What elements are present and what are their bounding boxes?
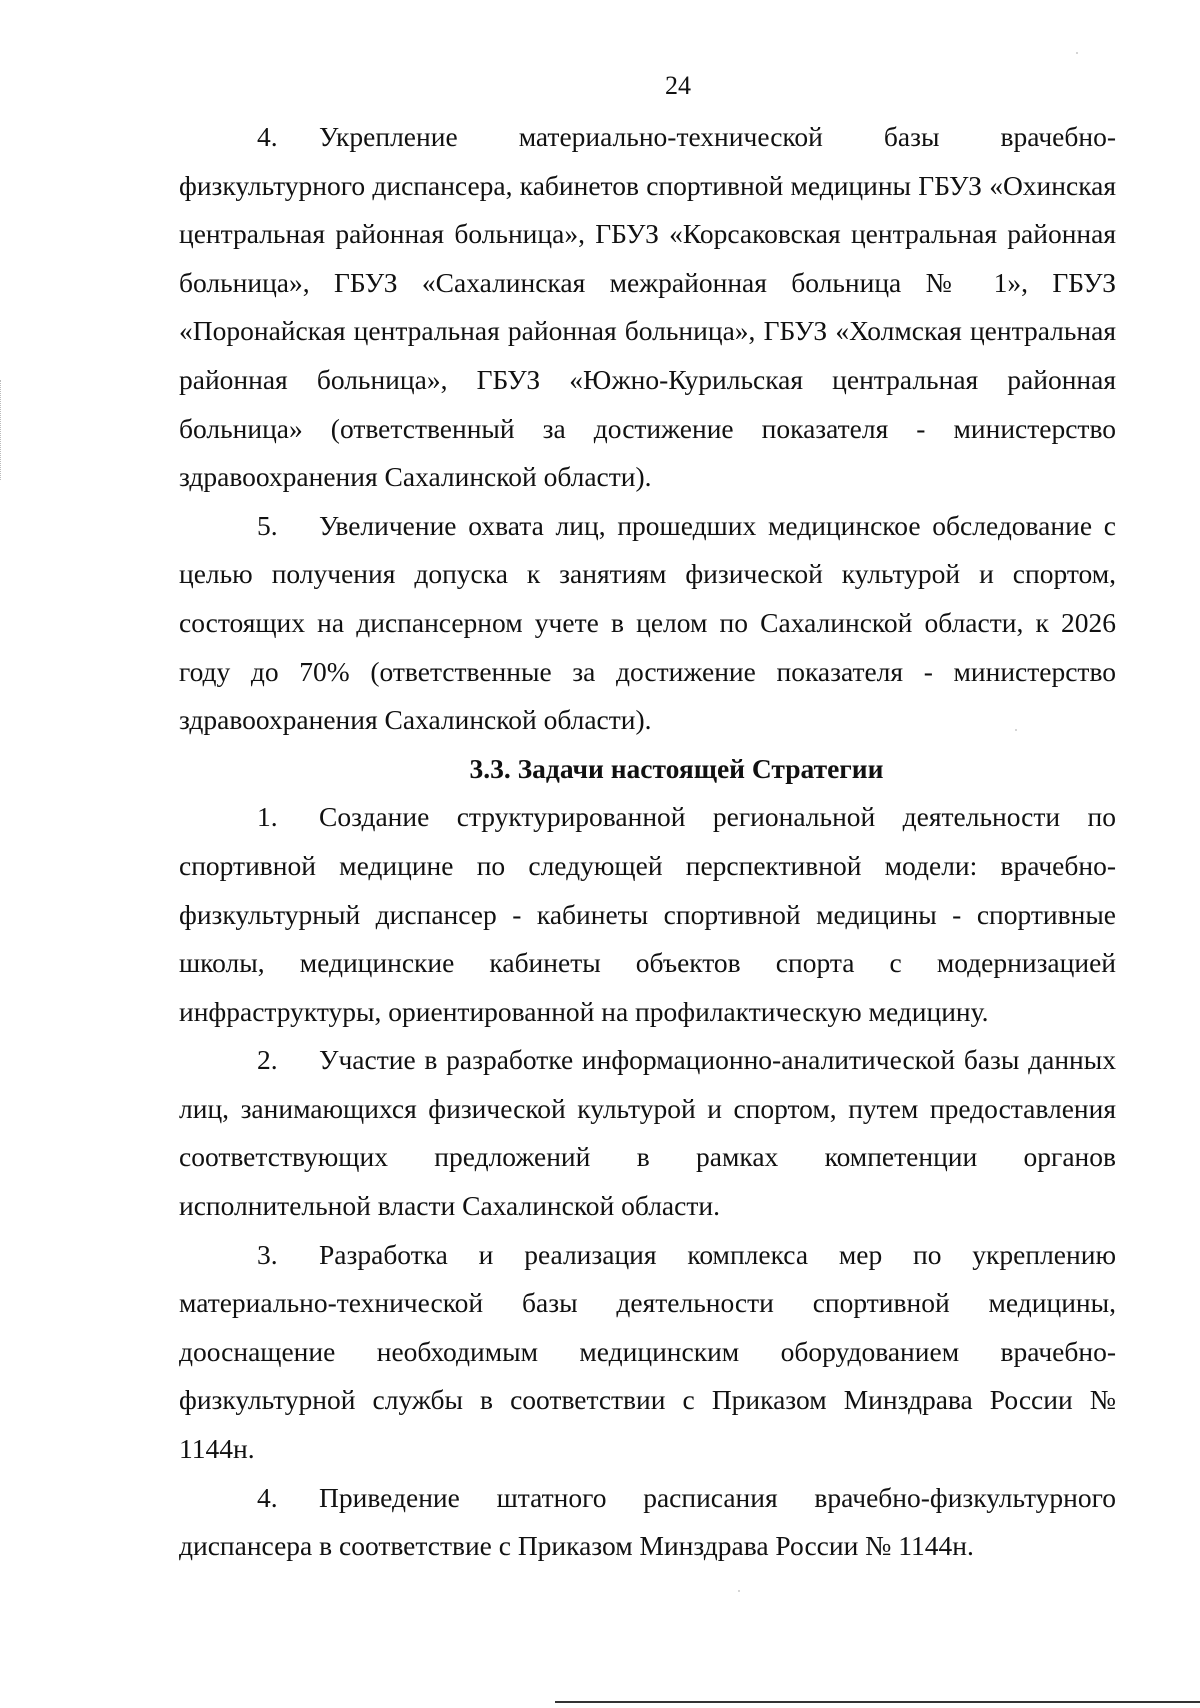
task-text: Создание структурированной региональной деятельности по спортивной медицине по следующей перспективной модели: врачебно-физкультурный диспансер - кабинеты спортивной медицины - спортивные школы, медицинские кабинеты объектов спорта с модернизацией инфраструктуры, ориентированной на профилактическую медицину. [179, 801, 1116, 1027]
item-number: 5. [257, 509, 278, 541]
task-text: Разработка и реализация комплекса мер по укреплению материально-технической базы деятельности спортивной медицины, дооснащение необходимым медицинским оборудованием врачебно-физкультурной службы в соответствии с Приказом Минздрава России № 1144н. [179, 1238, 1116, 1465]
task-item [179, 1231, 1116, 1474]
task-text: Приведение штатного расписания врачебно-физкультурного диспансера в соответствие с Приказом Минздрава России № 1144н. [179, 1481, 1116, 1562]
scan-speck [1015, 729, 1017, 731]
item-text: Укрепление материально-технической базы врачебно-физкультурного диспансера, кабинетов спортивной медицины ГБУЗ «Охинская центральная районная больница», ГБУЗ «Корсаковская центральная районная больница», ГБУЗ «Сахалинская межрайонная больница № 1», ГБУЗ «Поронайская центральная районная больница», ГБУЗ «Холмская центральная районная больница», ГБУЗ «Южно-Курильская центральная районная больница» (ответственный за достижение показателя - министерство здравоохранения Сахалинской области). [179, 121, 1116, 493]
item-number: 4. [257, 121, 278, 152]
section-heading: 3.3. Задачи настоящей Стратегии [469, 752, 884, 784]
task-number: 1. [257, 801, 278, 833]
item-text: Увеличение охвата лиц, прошедших медицинское обследование с целью получения допуска к занятиям физической культурой и спортом, состоящих на диспансерном учете в целом по Сахалинской области, к 2026 году до 70% (ответственные за достижение показателя - министерство здравоохранения Сахалинской области). [179, 509, 1116, 736]
document-body [179, 113, 1116, 1571]
task-text: Участие в разработке информационно-аналитической базы данных лиц, занимающихся физической культурой и спортом, путем предоставления соответствующих предложений в рамках компетенции органов исполнительной власти Сахалинской области. [179, 1044, 1116, 1222]
scan-margin-marks [0, 380, 4, 480]
scan-speck [738, 1590, 740, 1592]
list-item [179, 502, 1116, 745]
bottom-rule [555, 1701, 1200, 1703]
scan-speck [1076, 52, 1078, 54]
task-item [179, 1036, 1116, 1230]
page-number: 24 [665, 71, 691, 100]
task-number: 4. [257, 1481, 278, 1513]
task-number: 2. [257, 1044, 278, 1076]
task-item [179, 793, 1116, 1036]
task-number: 3. [257, 1238, 278, 1270]
list-item [179, 113, 1116, 502]
task-item [179, 1474, 1116, 1571]
